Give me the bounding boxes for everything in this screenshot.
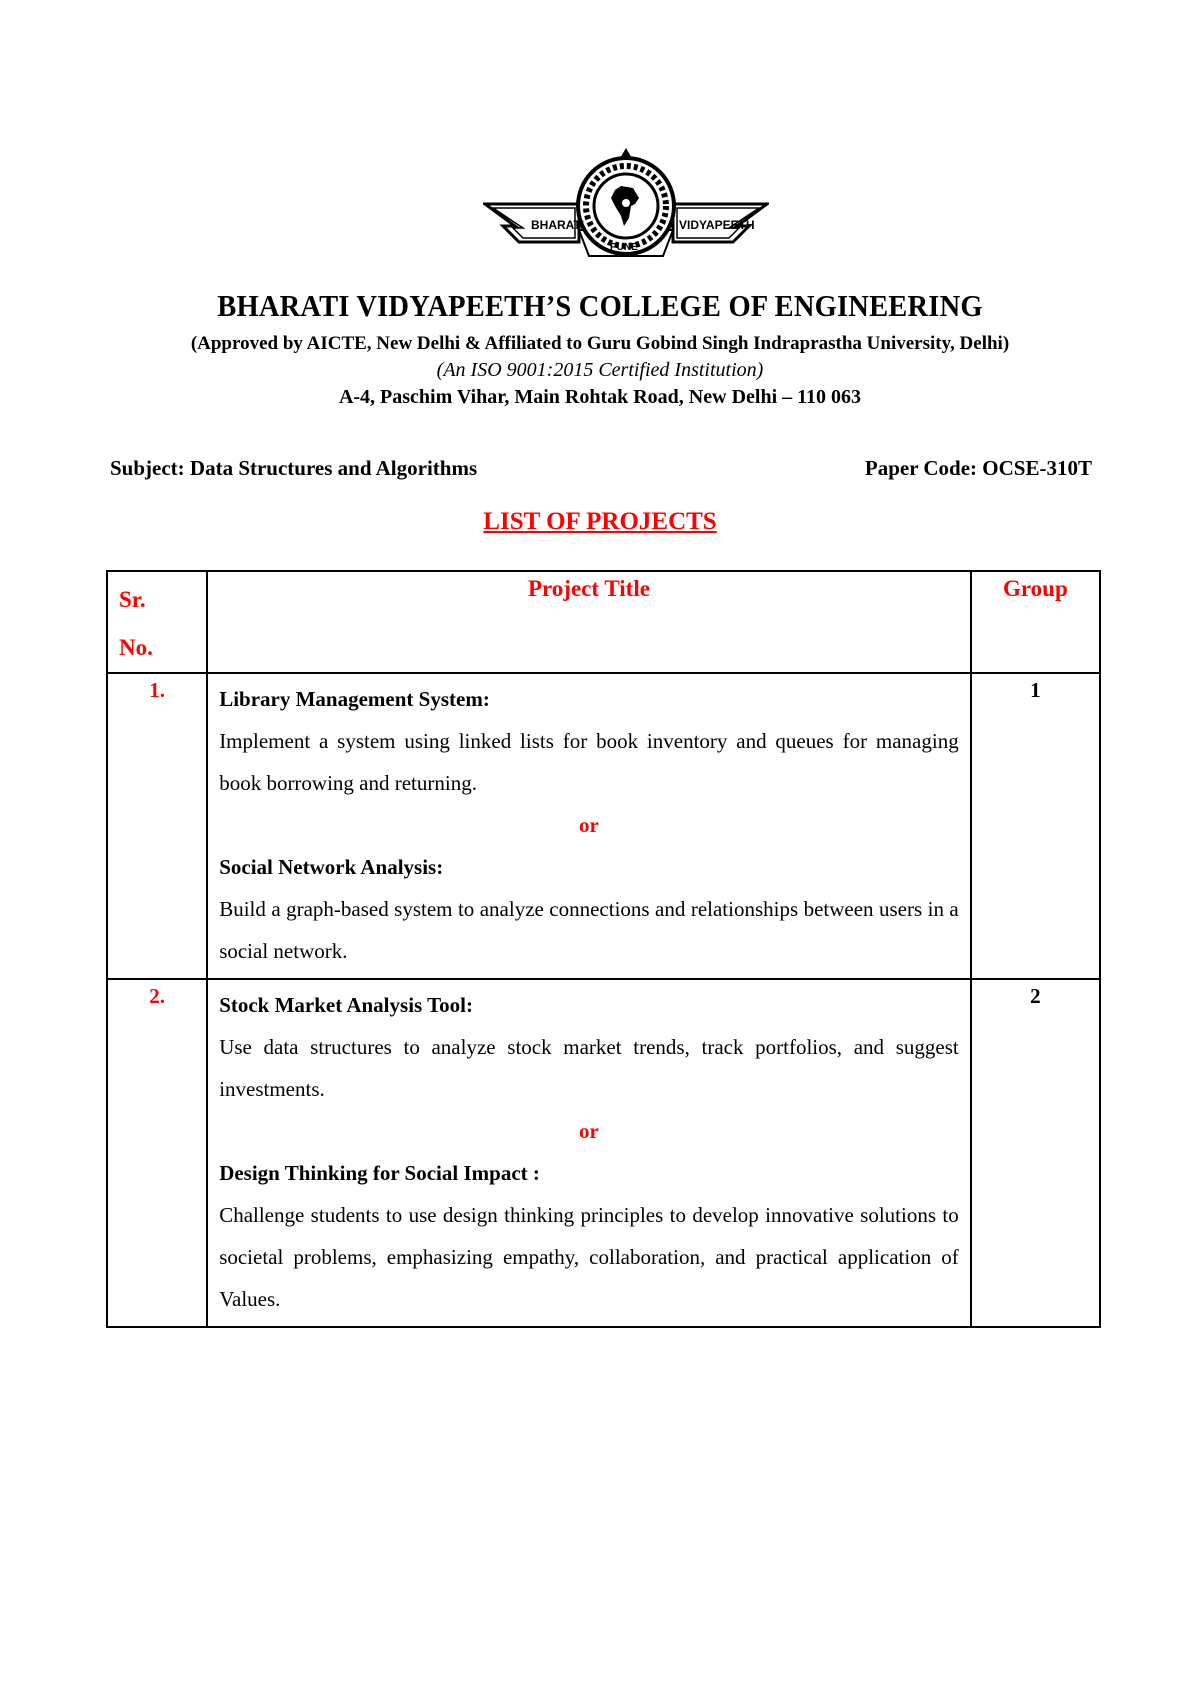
row-sr-no: 1. [107, 673, 207, 979]
row-project-title [207, 979, 971, 1327]
project-option-title: Design Thinking for Social Impact : [219, 1161, 540, 1185]
row-group: 1 [971, 673, 1100, 979]
row-project-title [207, 673, 971, 979]
header-project-title: Project Title [207, 571, 971, 673]
table-row [107, 979, 1100, 1327]
header-group: Group [971, 571, 1100, 673]
project-option-description: Implement a system using linked lists for book inventory and queues for managing book borrowing and returning. [219, 729, 959, 795]
project-option-title: Library Management System: [219, 687, 490, 711]
project-option-description: Build a graph-based system to analyze connections and relationships between users in a social network. [219, 897, 959, 963]
subject-line: Subject: Data Structures and Algorithms [110, 456, 478, 480]
college-address: A-4, Paschim Vihar, Main Rohtak Road, New Delhi – 110 063 [338, 386, 862, 408]
iso-certification: (An ISO 9001:2015 Certified Institution) [436, 359, 764, 381]
or-separator: or [579, 813, 599, 837]
project-option-description: Use data structures to analyze stock market trends, track portfolios, and suggest investments. [219, 1035, 959, 1101]
logo-left-text: BHARATI [531, 218, 585, 232]
logo-bottom-text: PUNE [610, 242, 638, 253]
row-group: 2 [971, 979, 1100, 1327]
list-title: LIST OF PROJECTS [483, 508, 717, 535]
row-sr-no: 2. [107, 979, 207, 1327]
table-row [107, 673, 1100, 979]
paper-code: Paper Code: OCSE-310T [864, 456, 1092, 480]
header-sr-line2: No. [119, 635, 153, 660]
table-header-row [107, 571, 1100, 673]
header-sr-line1: Sr. [119, 587, 146, 612]
logo-right-text: VIDYAPEETH [679, 218, 755, 232]
project-option-title: Stock Market Analysis Tool: [219, 993, 473, 1017]
college-logo [483, 146, 769, 276]
bharati-vidyapeeth-emblem [483, 146, 769, 276]
project-option-title: Social Network Analysis: [219, 855, 444, 879]
college-name: BHARATI VIDYAPEETH’S COLLEGE OF ENGINEERING [217, 288, 983, 323]
project-option-description: Challenge students to use design thinking principles to develop innovative solutions to societal problems, emphasizing empathy, collaboration, and practical application of Values. [219, 1203, 959, 1311]
header-sr-no [107, 571, 207, 673]
projects-table [106, 570, 1101, 1328]
or-separator: or [579, 1119, 599, 1143]
approval-line: (Approved by AICTE, New Delhi & Affiliated to Guru Gobind Singh Indraprastha University, Delhi) [190, 333, 1010, 354]
